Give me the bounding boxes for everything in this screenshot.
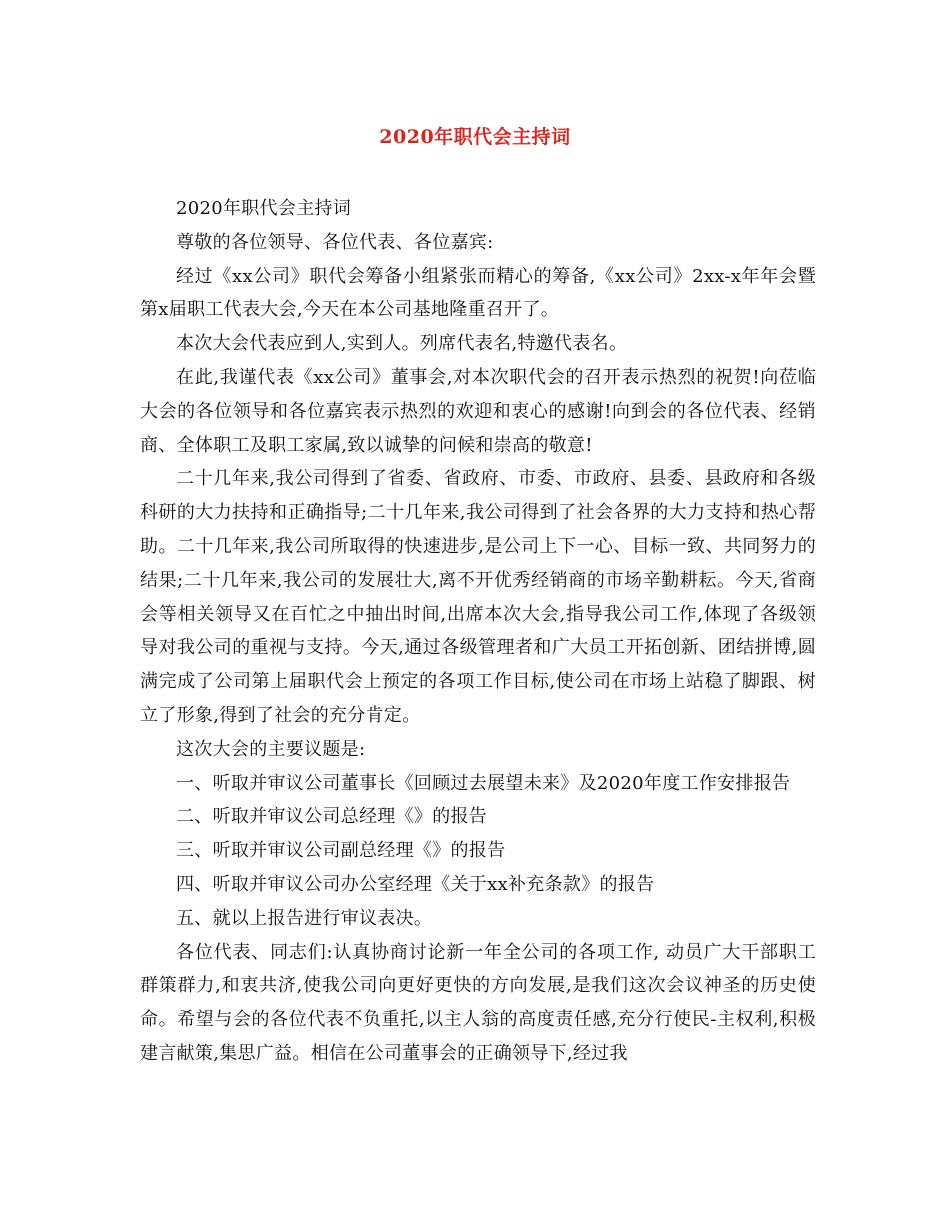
agenda-item: 一、听取并审议公司董事长《回顾过去展望未来》及2020年度工作安排报告 (176, 772, 791, 794)
paragraph: 二十几年来,我公司得到了省委、省政府、市委、市政府、县委、县政府和各级科研的大力扶持和正确指导;二十几年来,我公司得到了社会各界的大力支持和热心帮助。二十几年来,我公司所取得的快速进步,是公司上下一心、目标一致、共同努力的结果;二十几年来,我公司的发展壮大,离不开优秀经销商的市场辛勤耕耘。今天,省商会等相关领导又在百忙之中抽出时间,出席本次大会,指导我公司工作,体现了各级领导对我公司的重视与支持。今天,通过各级管理者和广大员工开拓创新、团结拼博,圆满完成了公司第上届职代会上预定的各项工作目标,使公司在市场上站稳了脚跟、树立了形象,得到了社会的充分肯定。 (140, 468, 816, 726)
document-body (140, 192, 816, 1071)
paragraph: 各位代表、同志们:认真协商讨论新一年全公司的各项工作, 动员广大干部职工群策群力,和衷共济,使我公司向更好更快的方向发展,是我们这次会议神圣的历史使命。希望与会的各位代表不负重托,以主人翁的高度责任感,充分行使民-主权利,积极建言献策,集思广益。相信在公司董事会的正确领导下,经过我 (140, 941, 816, 1064)
paragraph: 这次大会的主要议题是: (176, 738, 366, 760)
agenda-item: 五、就以上报告进行审议表决。 (176, 907, 433, 929)
paragraph: 在此,我谨代表《xx公司》董事会,对本次职代会的召开表示热烈的祝贺!向莅临大会的各位领导和各位嘉宾表示热烈的欢迎和衷心的感谢!向到会的各位代表、经销商、全体职工及职工家属,致以诚挚的问候和崇高的敬意! (140, 366, 816, 456)
paragraph-heading: 2020年职代会主持词 (176, 198, 352, 219)
paragraph: 经过《xx公司》职代会筹备小组紧张而精心的筹备,《xx公司》2xx-x年年会暨第x届职工代表大会,今天在本公司基地隆重召开了。 (140, 265, 816, 321)
document-title: 2020年职代会主持词 (379, 126, 571, 148)
paragraph: 本次大会代表应到人,实到人。列席代表名,特邀代表名。 (176, 333, 628, 355)
paragraph-salutation: 尊敬的各位领导、各位代表、各位嘉宾: (176, 231, 494, 253)
agenda-item: 三、听取并审议公司副总经理《》的报告 (176, 840, 506, 862)
agenda-item: 四、听取并审议公司办公室经理《关于xx补充条款》的报告 (176, 873, 655, 895)
agenda-item: 二、听取并审议公司总经理《》的报告 (176, 806, 488, 828)
